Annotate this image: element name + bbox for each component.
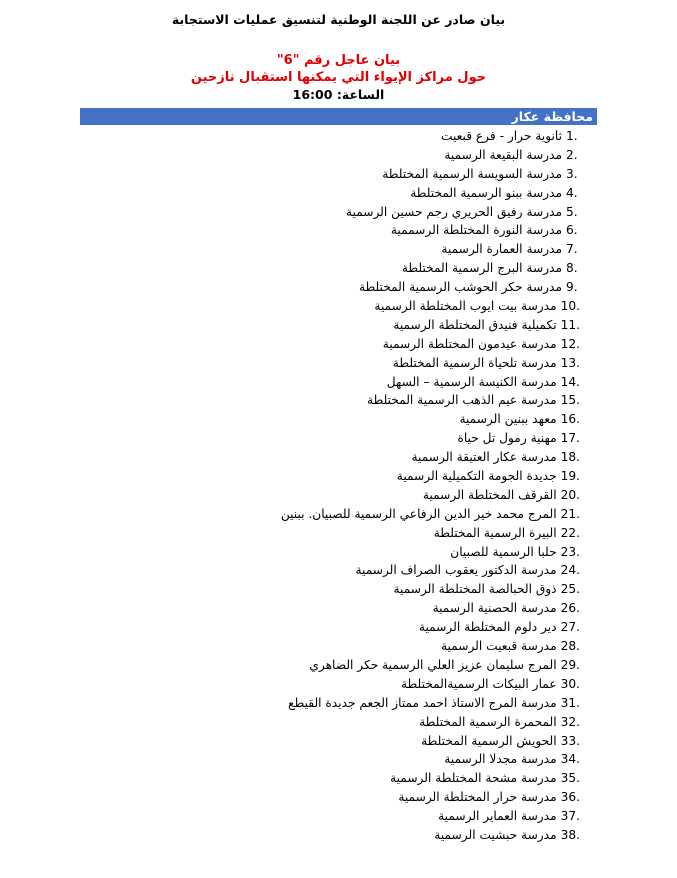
- shelter-list: [100, 127, 580, 845]
- item-number: 11.: [560, 317, 580, 332]
- item-number: 37.: [560, 809, 580, 824]
- list-item: [100, 259, 580, 278]
- list-item: [100, 146, 580, 165]
- list-item: [100, 769, 580, 788]
- item-number: 16.: [560, 412, 580, 427]
- item-name: مدرسة الحصنية الرسمية: [432, 601, 557, 616]
- item-name: القرقف المختلطة الرسمية: [422, 487, 557, 502]
- item-name: حلبا الرسمية للصبيان: [450, 544, 557, 559]
- list-item: [100, 278, 580, 297]
- item-name: معهد ببنين الرسمية: [459, 412, 557, 427]
- item-name: المرج محمد خير الدين الرفاعي الرسمية للصبيان. ببنين: [280, 506, 557, 521]
- item-number: 31.: [560, 695, 580, 710]
- time-line: [0, 86, 677, 103]
- item-name: مدرسة ببنو الرسمية المختلطة: [410, 185, 562, 200]
- list-item: [100, 750, 580, 769]
- item-name: ثانوية حرار - فرع قبعيت: [441, 129, 562, 143]
- item-number: 9.: [566, 280, 578, 295]
- list-item: [100, 297, 580, 316]
- list-item: [100, 127, 580, 146]
- list-item: [100, 429, 580, 448]
- alert-block: [0, 52, 677, 103]
- list-item: [100, 826, 580, 845]
- item-number: 4.: [566, 185, 578, 200]
- item-number: 28.: [560, 639, 580, 654]
- list-item: [100, 486, 580, 505]
- alert-heading: بيان عاجل رقم "6": [276, 53, 401, 68]
- list-item: [100, 203, 580, 222]
- item-name: مدرسة عيدمون المختلطة الرسمية: [382, 336, 557, 351]
- item-number: 34.: [560, 752, 580, 767]
- item-name: دير دلوم المختلطة الرسمية: [418, 620, 557, 635]
- item-name: مدرسة عيم الذهب الرسمية المختلطة: [367, 393, 557, 408]
- item-name: مدرسة حرار المختلطة الرسمية: [398, 790, 557, 805]
- item-number: 5.: [566, 204, 578, 219]
- item-number: 3.: [566, 166, 578, 181]
- item-name: جديدة الجومة التكميلية الرسمية: [396, 469, 557, 484]
- item-number: 29.: [560, 657, 580, 672]
- item-name: المحمرة الرسمية المختلطة: [419, 714, 557, 729]
- list-item: [100, 373, 580, 392]
- item-number: 15.: [560, 393, 580, 408]
- item-number: 7.: [566, 242, 578, 257]
- item-number: 17.: [560, 431, 580, 446]
- item-name: الحويش الرسمية المختلطة: [421, 733, 557, 748]
- list-item: [100, 240, 580, 259]
- list-item: [100, 675, 580, 694]
- item-name: البيرة الرسمية المختلطة: [433, 525, 557, 540]
- list-item: [100, 694, 580, 713]
- item-name: ذوق الحبالصة المختلطة الرسمية: [393, 582, 557, 597]
- list-item: [100, 391, 580, 410]
- item-number: 27.: [560, 620, 580, 635]
- list-item: [100, 543, 580, 562]
- item-name: مدرسة تلحياة الرسمية المختلطة: [392, 355, 557, 370]
- item-number: 10.: [560, 299, 580, 314]
- item-name: مدرسة النورة المختلطة الرسممية: [390, 223, 562, 238]
- item-name: مدرسة بيت ايوب المختلطة الرسمية: [374, 299, 557, 314]
- item-name: مدرسة حكر الحوشب الرسمية المختلطة: [358, 280, 562, 295]
- list-item: [100, 713, 580, 732]
- list-item: [100, 732, 580, 751]
- list-item: [100, 354, 580, 373]
- item-name: مدرسة العماير الرسمية: [438, 809, 557, 824]
- item-number: 38.: [560, 827, 580, 842]
- item-number: 19.: [560, 469, 580, 484]
- item-name: مدرسة حبشيت الرسمية: [434, 827, 557, 842]
- item-number: 23.: [560, 544, 580, 559]
- time-label: الساعة:: [336, 87, 385, 102]
- item-number: 21.: [560, 506, 580, 521]
- item-name: عمار البيكات الرسميةالمختلطة: [401, 676, 557, 691]
- item-number: 1.: [566, 129, 578, 143]
- list-item: [100, 656, 580, 675]
- list-item: [100, 221, 580, 240]
- item-name: مدرسة المرج الاستاذ احمد ممتاز الجعم جديدة القيطع: [288, 695, 557, 710]
- document-title: بيان صادر عن اللجنة الوطنية لتنسيق عمليات الاستجابة: [171, 12, 506, 27]
- item-number: 35.: [560, 771, 580, 786]
- item-number: 20.: [560, 487, 580, 502]
- item-number: 32.: [560, 714, 580, 729]
- item-name: مدرسة البرج الرسمية المختلطة: [401, 261, 562, 276]
- list-item: [100, 561, 580, 580]
- list-item: [100, 448, 580, 467]
- item-name: مدرسة مشحة المختلطة الرسمية: [390, 771, 557, 786]
- item-name: مدرسة عكار العتيقة الرسمية: [411, 450, 557, 465]
- item-number: 13.: [560, 355, 580, 370]
- item-number: 36.: [560, 790, 580, 805]
- list-item: [100, 524, 580, 543]
- list-item: [100, 316, 580, 335]
- item-number: 6.: [566, 223, 578, 238]
- item-name: مدرسة الكنيسة الرسمية – السهل: [386, 374, 557, 389]
- item-number: 33.: [560, 733, 580, 748]
- item-number: 12.: [560, 336, 580, 351]
- list-item: [100, 467, 580, 486]
- list-item: [100, 807, 580, 826]
- governorate-header: محافظة عكار: [80, 108, 597, 125]
- item-name: المرج سليمان عزيز العلي الرسمية حكر الضاهري: [309, 657, 557, 672]
- item-number: 2.: [566, 147, 578, 162]
- list-item: [100, 184, 580, 203]
- item-number: 26.: [560, 601, 580, 616]
- item-number: 25.: [560, 582, 580, 597]
- item-number: 22.: [560, 525, 580, 540]
- list-item: [100, 637, 580, 656]
- item-name: مدرسة الدكتور يعقوب الصراف الرسمية: [355, 563, 557, 578]
- list-item: [100, 505, 580, 524]
- item-name: مدرسة قبعيت الرسمية: [440, 639, 557, 654]
- list-item: [100, 335, 580, 354]
- list-item: [100, 165, 580, 184]
- item-name: مدرسة السويسة الرسمية المختلطة: [382, 166, 562, 181]
- item-number: 14.: [560, 374, 580, 389]
- list-item: [100, 410, 580, 429]
- item-number: 30.: [560, 676, 580, 691]
- item-name: مهنية رمول تل حياة: [457, 431, 557, 446]
- item-number: 24.: [560, 563, 580, 578]
- alert-subheading: حول مراكز الإيواء التي يمكنها استقبال نازحين: [190, 70, 487, 85]
- item-number: 18.: [560, 450, 580, 465]
- time-value: 16:00: [292, 87, 333, 102]
- item-name: مدرسة العمارة الرسمية: [441, 242, 562, 257]
- list-item: [100, 788, 580, 807]
- item-number: 8.: [566, 261, 578, 276]
- list-item: [100, 618, 580, 637]
- item-name: مدرسة مجدلا الرسمية: [444, 752, 557, 767]
- item-name: مدرسة البقيعة الرسمية: [444, 147, 562, 162]
- list-item: [100, 599, 580, 618]
- list-item: [100, 580, 580, 599]
- item-name: مدرسة رفيق الحريري رجم حسين الرسمية: [345, 204, 562, 219]
- item-name: تكميلية فنيدق المختلطة الرسمية: [393, 317, 557, 332]
